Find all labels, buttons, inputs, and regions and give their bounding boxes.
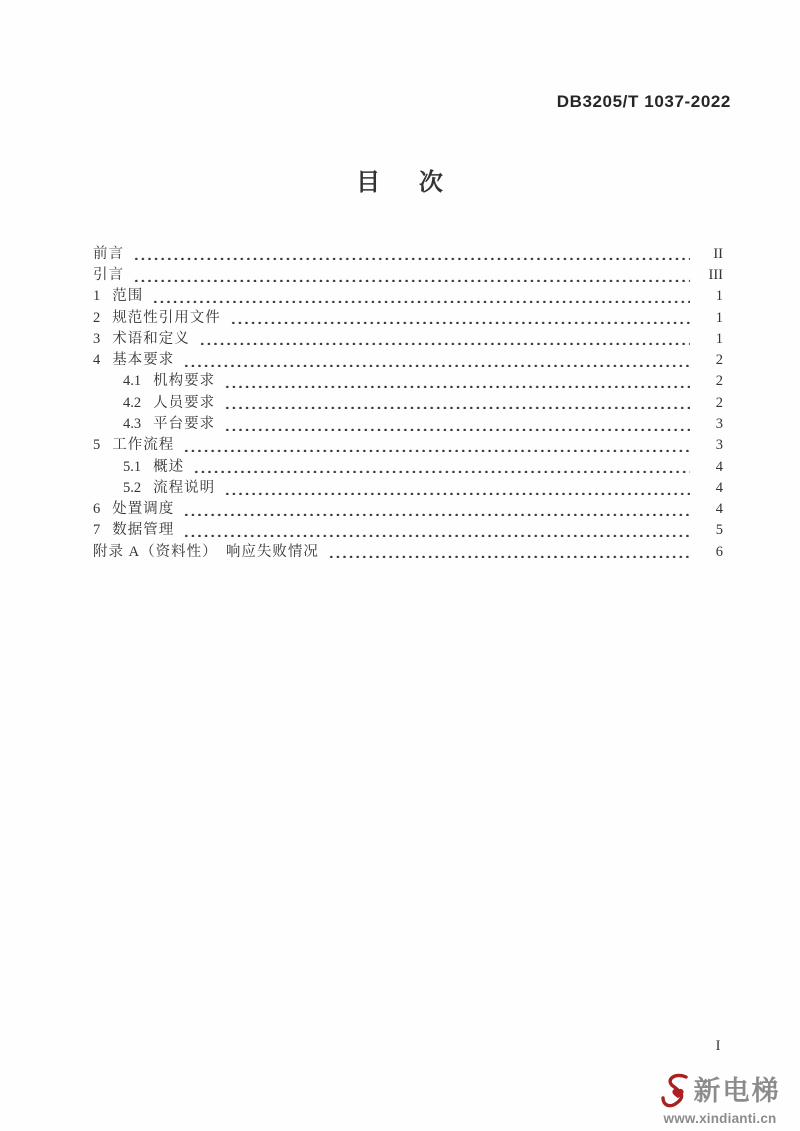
page-title: 目 次 (356, 169, 444, 196)
toc-dot-leader (133, 256, 690, 260)
toc-entry-page: 4 (715, 501, 723, 518)
toc-entry-label: 概述 (153, 458, 185, 475)
toc-entry-number: 5 (93, 437, 101, 454)
toc-entry-page: 1 (715, 309, 723, 326)
toc-row (93, 433, 723, 454)
toc-entry-label: 规范性引用文件 (112, 309, 221, 326)
toc-entry-label: 平台要求 (153, 416, 216, 432)
toc-list (93, 241, 723, 560)
toc-entry-page: II (713, 245, 723, 262)
toc-entry-page: 2 (715, 373, 723, 390)
toc-dot-leader (183, 512, 690, 516)
toc-row (93, 262, 723, 283)
toc-entry-number: 6 (93, 501, 101, 518)
toc-dot-leader (224, 384, 690, 388)
toc-entry-number: 5.2 (123, 479, 142, 496)
toc-entry-label: 人员要求 (153, 394, 216, 411)
toc-entry-label: 术语和定义 (112, 330, 190, 347)
toc-dot-leader (328, 554, 690, 558)
toc-entry-number: 4.3 (123, 416, 142, 432)
toc-row (93, 475, 723, 496)
toc-row (93, 411, 723, 432)
toc-entry-label: 流程说明 (153, 479, 216, 496)
toc-dot-leader (183, 448, 690, 452)
toc-dot-leader (230, 320, 690, 324)
watermark-logo (643, 1073, 797, 1126)
toc-dot-leader (152, 299, 690, 303)
brand-url: www.xindianti.cn (663, 1110, 777, 1126)
toc-row (93, 326, 723, 347)
toc-dot-leader (193, 469, 690, 473)
toc-entry-label: 前言 (93, 245, 124, 262)
toc-entry-page: 3 (715, 437, 723, 454)
toc-dot-leader (183, 363, 690, 367)
toc-row (93, 518, 723, 539)
toc-entry-page: 5 (715, 522, 723, 539)
toc-entry-number: 1 (93, 288, 101, 305)
toc-entry-page: 1 (715, 330, 723, 347)
toc-entry-number: 4.2 (123, 394, 142, 411)
toc-entry-number: 2 (93, 309, 101, 326)
toc-entry-label: 基本要求 (112, 352, 175, 369)
toc-row (93, 390, 723, 411)
toc-entry-number: 3 (93, 330, 101, 347)
toc-row (93, 497, 723, 518)
toc-dot-leader (224, 427, 690, 431)
toc-entry-page: 3 (715, 416, 723, 432)
toc-entry-label: 机构要求 (153, 373, 216, 390)
footer-page-number: I (715, 1038, 721, 1054)
toc-entry-page: 4 (715, 479, 723, 496)
toc-row (93, 241, 723, 262)
toc-dot-leader (224, 491, 690, 495)
toc-entry-label: 工作流程 (112, 437, 175, 454)
toc-row (93, 454, 723, 475)
standard-code: DB3205/T 1037-2022 (556, 92, 731, 111)
toc-entry-label: 范围 (112, 288, 144, 305)
toc-row (93, 369, 723, 390)
toc-entry-page: 2 (715, 352, 723, 369)
brand-name: 新电梯 (693, 1076, 781, 1106)
toc-row (93, 347, 723, 368)
toc-entry-label: 处置调度 (112, 501, 175, 518)
toc-entry-number: 4 (93, 352, 101, 369)
toc-entry-page: 1 (715, 288, 723, 305)
watermark-brand-row (643, 1073, 797, 1111)
toc-row (93, 284, 723, 305)
toc-dot-leader (183, 533, 690, 537)
toc-dot-leader (199, 341, 690, 345)
toc-entry-page: 4 (715, 458, 723, 475)
toc-entry-page: 6 (715, 543, 723, 560)
toc-dot-leader (133, 278, 690, 282)
toc-entry-label: 附录 A（资料性） 响应失败情况 (93, 543, 319, 560)
brand-ribbon-icon (660, 1073, 693, 1111)
toc-entry-label: 引言 (93, 266, 124, 283)
toc-row (93, 305, 723, 326)
toc-dot-leader (224, 405, 690, 409)
toc-row (93, 539, 723, 560)
toc-entry-number: 5.1 (123, 458, 142, 475)
toc-entry-label: 数据管理 (112, 522, 175, 539)
toc-entry-page: III (708, 266, 723, 283)
toc-entry-number: 7 (93, 522, 101, 539)
toc-entry-page: 2 (715, 394, 723, 411)
toc-entry-number: 4.1 (123, 373, 142, 390)
